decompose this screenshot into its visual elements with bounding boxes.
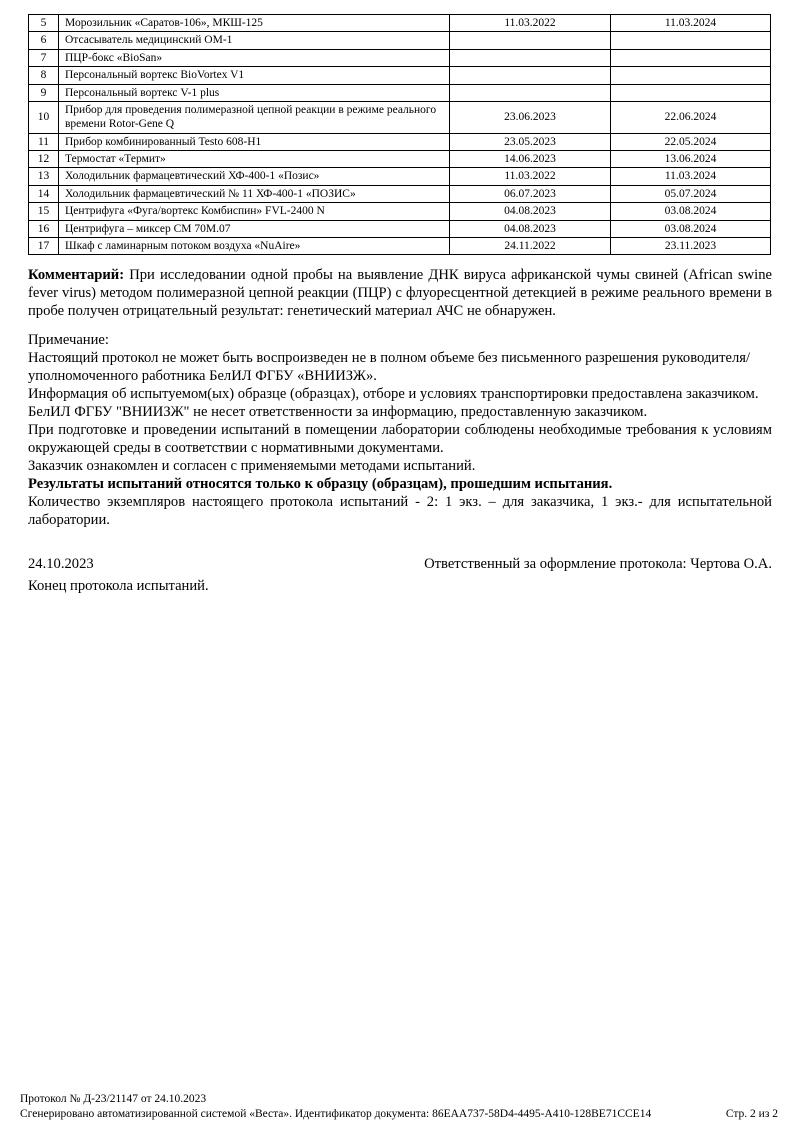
table-row [29,67,771,84]
verification-date: 11.03.2022 [450,168,611,185]
row-number: 17 [29,237,59,254]
note-item: БелИЛ ФГБУ "ВНИИЗЖ" не несет ответственности за информацию, предоставленную заказчиком. [28,404,648,421]
verification-date: 11.03.2022 [450,15,611,32]
page-footer [20,1092,778,1122]
verification-valid-until [611,32,771,49]
footer-protocol-number: Протокол № Д-23/21147 от 24.10.2023 [20,1093,207,1105]
note-item: Информация об испытуемом(ых) образце (образцах), отборе и условиях транспортировки предоставлена заказчиком. [28,386,759,403]
table-row [29,32,771,49]
equipment-name: Прибор для проведения полимеразной цепной реакции в режиме реального времени Rotor-Gene Q [59,101,450,133]
equipment-table-body [29,15,771,255]
row-number: 7 [29,49,59,66]
verification-date: 04.08.2023 [450,203,611,220]
equipment-name: Холодильник фармацевтический ХФ-400-1 «Позис» [59,168,450,185]
table-row [29,220,771,237]
verification-date [450,84,611,101]
verification-date: 23.06.2023 [450,101,611,133]
end-of-protocol-line: Конец протокола испытаний. [28,578,209,595]
row-number: 6 [29,32,59,49]
verification-valid-until: 03.08.2024 [611,220,771,237]
comment-paragraph [28,266,772,320]
signature-row [28,555,772,573]
verification-valid-until: 03.08.2024 [611,203,771,220]
verification-valid-until: 05.07.2024 [611,185,771,202]
note-item: Настоящий протокол не может быть воспроизведен не в полном объеме без письменного разрешения руководителя/уполномоченного работника БелИЛ ФГБУ «ВНИИЗЖ». [28,350,751,385]
verification-date: 14.06.2023 [450,151,611,168]
responsible-person: Ответственный за оформление протокола: Чертова О.А. [424,556,772,573]
row-number: 14 [29,185,59,202]
row-number: 15 [29,203,59,220]
equipment-name: Холодильник фармацевтический № 11 ХФ-400-1 «ПОЗИС» [59,185,450,202]
row-number: 11 [29,133,59,150]
verification-valid-until: 13.06.2024 [611,151,771,168]
equipment-name: Морозильник «Саратов-106», МКШ-125 [59,15,450,32]
verification-date: 06.07.2023 [450,185,611,202]
table-row [29,49,771,66]
verification-date: 23.05.2023 [450,133,611,150]
equipment-name: Отсасыватель медицинский ОМ-1 [59,32,450,49]
equipment-table [28,14,771,255]
notes-list [28,349,772,529]
row-number: 12 [29,151,59,168]
row-number: 10 [29,101,59,133]
equipment-name: Центрифуга «Фуга/вортекс Комбиспин» FVL-2400 N [59,203,450,220]
note-item: При подготовке и проведении испытаний в помещении лаборатории соблюдены необходимые требования к условиям окружающей среды в соответствии с нормативными документами. [28,422,772,457]
comment-label: Комментарий: [28,267,125,284]
equipment-name: Персональный вортекс BioVortex V1 [59,67,450,84]
verification-valid-until [611,49,771,66]
table-row [29,133,771,150]
comment-text: При исследовании одной пробы на выявление ДНК вируса африканской чумы свиней (African swine fever virus) методом полимеразной цепной реакции (ПЦР) с флуоресцентной детекцией в режиме реального времени в пробе получен отрицательный результат: генетический материал АЧС не обнаружен. [28,267,773,320]
row-number: 9 [29,84,59,101]
row-number: 16 [29,220,59,237]
table-row [29,15,771,32]
verification-valid-until: 22.06.2024 [611,101,771,133]
notes-label: Примечание: [28,332,109,349]
note-item: Результаты испытаний относятся только к образцу (образцам), прошедшим испытания. [28,476,613,493]
table-row [29,203,771,220]
verification-date [450,32,611,49]
row-number: 8 [29,67,59,84]
note-item: Заказчик ознакомлен и согласен с применяемыми методами испытаний. [28,458,476,475]
equipment-name: Персональный вортекс V-1 plus [59,84,450,101]
verification-valid-until: 23.11.2023 [611,237,771,254]
notes-block [28,331,772,529]
table-row [29,151,771,168]
footer-generated-info: Сгенерировано автоматизированной системой «Веста». Идентификатор документа: 86EAA737-58D4-4495-A410-128BE71CCE14 [20,1108,652,1120]
footer-page-number: Стр. 2 из 2 [725,1108,778,1120]
verification-valid-until [611,84,771,101]
equipment-name: Прибор комбинированный Testo 608-H1 [59,133,450,150]
row-number: 13 [29,168,59,185]
equipment-name: Центрифуга – миксер СМ 70М.07 [59,220,450,237]
verification-valid-until: 11.03.2024 [611,168,771,185]
note-item: Количество экземпляров настоящего протокола испытаний - 2: 1 экз. – для заказчика, 1 экз.- для испытательной лаборатории. [28,494,772,529]
table-row [29,168,771,185]
equipment-name: ПЦР-бокс «BioSan» [59,49,450,66]
verification-date: 24.11.2022 [450,237,611,254]
verification-valid-until: 22.05.2024 [611,133,771,150]
verification-date [450,49,611,66]
protocol-date: 24.10.2023 [28,556,94,573]
equipment-name: Термостат «Термит» [59,151,450,168]
row-number: 5 [29,15,59,32]
table-row [29,101,771,133]
table-row [29,237,771,254]
table-row [29,185,771,202]
verification-date: 04.08.2023 [450,220,611,237]
verification-valid-until: 11.03.2024 [611,15,771,32]
equipment-name: Шкаф с ламинарным потоком воздуха «NuAire» [59,237,450,254]
verification-valid-until [611,67,771,84]
verification-date [450,67,611,84]
table-row [29,84,771,101]
